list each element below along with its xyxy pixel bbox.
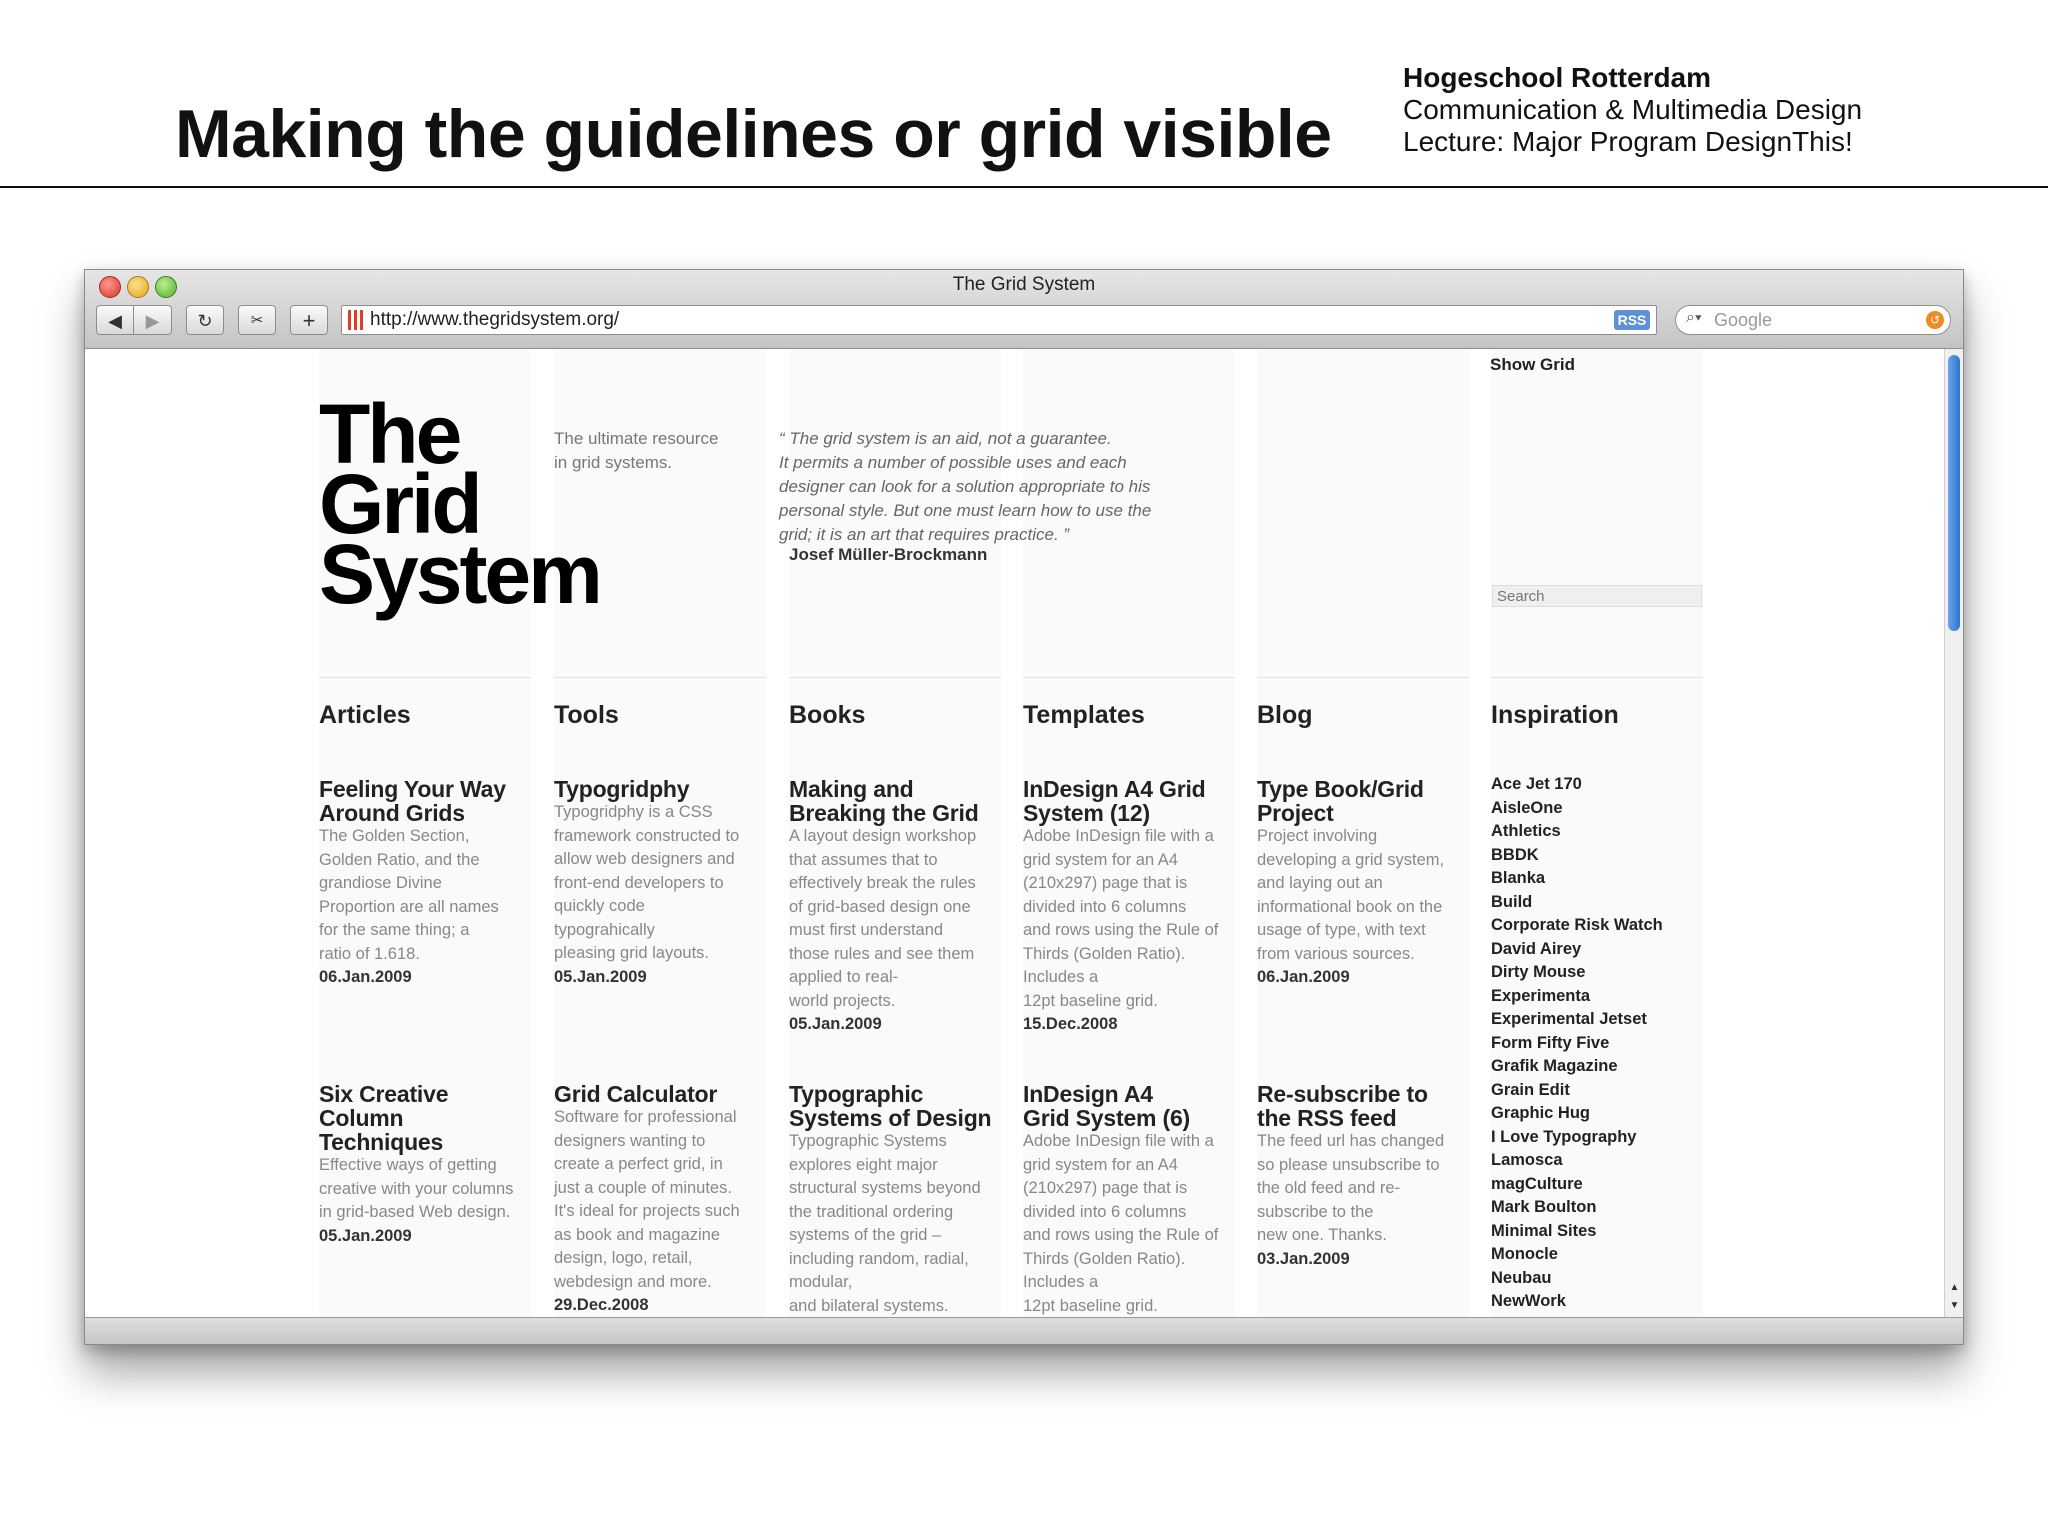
org-block: [1403, 62, 1862, 158]
inspiration-link[interactable]: Neubau: [1491, 1268, 1552, 1287]
column-heading-blog[interactable]: Blog: [1257, 701, 1313, 729]
inspiration-link[interactable]: Mark Boulton: [1491, 1198, 1597, 1216]
inspiration-link[interactable]: Monocle: [1491, 1245, 1558, 1263]
article-title-link[interactable]: Making and Breaking the Grid: [789, 776, 979, 826]
inspiration-link[interactable]: Blanka: [1491, 869, 1546, 887]
rss-button[interactable]: RSS: [1614, 310, 1650, 330]
list-item: [1257, 1082, 1471, 1271]
grid-row-line: [554, 677, 766, 678]
inspiration-link[interactable]: AisleOne: [1491, 798, 1563, 817]
column-heading-articles[interactable]: Articles: [319, 701, 411, 729]
browser-search-field[interactable]: [1675, 305, 1951, 335]
inspiration-link[interactable]: Athletics: [1491, 822, 1561, 840]
article-summary: Typographic Systems explores eight major structural systems beyond the traditional ordering systems of the grid – including random, radial, modular, and bilateral systems.: [789, 1132, 981, 1315]
inspiration-link[interactable]: Minimal Sites: [1491, 1221, 1597, 1240]
inspiration-link[interactable]: magCulture: [1491, 1174, 1583, 1193]
column-heading-books[interactable]: Books: [789, 701, 866, 729]
article-date: 06.Jan.2009: [1257, 968, 1350, 986]
window-title: The Grid System: [952, 274, 1096, 295]
plus-icon: +: [302, 308, 316, 333]
article-title-link[interactable]: Type Book/Grid Project: [1257, 776, 1424, 826]
grid-row-line: [789, 677, 1001, 678]
list-item: [789, 777, 1003, 1037]
magnifier-icon[interactable]: ⌕▾: [1686, 309, 1702, 326]
inspiration-link[interactable]: Graphic Hug: [1491, 1104, 1591, 1122]
browser-window: [84, 269, 1964, 1345]
article-date: 05.Jan.2009: [789, 1015, 882, 1033]
column-heading-tools[interactable]: Tools: [554, 701, 619, 729]
article-summary: Software for professional designers wanting to create a perfect grid, in just a couple of minutes. It's ideal for projects such as book and magazine design, logo, retail, webdesign and more.: [554, 1108, 740, 1291]
article-date: 05.Jan.2009: [319, 1226, 412, 1245]
site-logo[interactable]: The Grid System: [319, 387, 600, 621]
inspiration-link[interactable]: BBDK: [1491, 845, 1539, 864]
list-item: [319, 777, 533, 990]
snapback-icon: ✂: [250, 312, 264, 329]
grid-row-line: [1257, 677, 1469, 678]
article-title-link[interactable]: InDesign A4 Grid System (6): [1023, 1081, 1190, 1131]
inspiration-link[interactable]: Experimental Jetset: [1491, 1010, 1647, 1028]
add-bookmark-button[interactable]: [290, 305, 328, 335]
address-bar[interactable]: [341, 305, 1657, 335]
list-item: [554, 1082, 768, 1317]
snapback-button[interactable]: [238, 305, 276, 335]
inspiration-link[interactable]: Grain Edit: [1491, 1080, 1570, 1099]
article-title-link[interactable]: Typogridphy: [554, 776, 690, 802]
grid-row-line: [1023, 677, 1235, 678]
article-summary: Adobe InDesign file with a grid system for an A4 (210x297) page that is divided into 6 columns and rows using the Rule of Thirds (Golden Ratio). Includes a 12pt baseline grid.: [1023, 1132, 1219, 1315]
scroll-up-arrow-icon[interactable]: ▲: [1949, 1282, 1960, 1293]
list-item: [789, 1082, 1003, 1317]
column-heading-templates[interactable]: Templates: [1023, 701, 1145, 729]
site-favicon-icon: [348, 310, 364, 330]
reload-icon: ↻: [197, 311, 213, 331]
column-heading-inspiration[interactable]: Inspiration: [1491, 701, 1619, 729]
back-arrow-icon: ◀: [108, 311, 122, 331]
slide-title: Making the guidelines or grid visible: [175, 96, 1332, 172]
quote-text: “ The grid system is an aid, not a guarantee. It permits a number of possible uses and each designer can look for a solution appropriate to his personal style. But one must learn how to use the grid; it is an art that requires practice. ”: [779, 429, 1152, 544]
article-summary: Typogridphy is a CSS framework constructed to allow web designers and front-end developers to quickly code typograhically pleasing grid layouts.: [554, 803, 740, 962]
snapback-search-icon[interactable]: ↺: [1926, 311, 1944, 329]
article-date: 29.Dec.2008: [554, 1296, 649, 1314]
page-viewport: [85, 349, 1944, 1317]
back-button[interactable]: [96, 305, 134, 335]
title-divider: [0, 186, 2048, 188]
show-grid-link[interactable]: Show Grid: [1490, 355, 1575, 374]
article-summary: Project involving developing a grid system, and laying out an informational book on the usage of type, with text from various sources.: [1257, 827, 1445, 963]
quote-author: Josef Müller-Brockmann: [789, 545, 988, 564]
article-title-link[interactable]: Feeling Your Way Around Grids: [319, 776, 506, 826]
inspiration-link[interactable]: Corporate Risk Watch: [1491, 916, 1663, 934]
list-item: [1023, 1082, 1237, 1317]
inspiration-link[interactable]: Dirty Mouse: [1491, 963, 1586, 981]
lecture-name: Lecture: Major Program DesignThis!: [1403, 126, 1853, 157]
article-title-link[interactable]: Re-subscribe to the RSS feed: [1257, 1081, 1428, 1131]
inspiration-link[interactable]: Ace Jet 170: [1491, 775, 1582, 793]
org-name: Hogeschool Rotterdam: [1403, 62, 1712, 93]
list-item: [1257, 777, 1471, 990]
page-search-input[interactable]: [1492, 585, 1702, 607]
search-placeholder: Google: [1714, 310, 1773, 330]
reload-button[interactable]: [186, 305, 224, 335]
inspiration-list: [1491, 773, 1663, 1314]
inspiration-link[interactable]: Form Fifty Five: [1491, 1033, 1610, 1052]
article-title-link[interactable]: Grid Calculator: [554, 1081, 718, 1107]
article-date: 15.Dec.2008: [1023, 1015, 1118, 1033]
status-bar: [85, 1317, 1963, 1345]
list-item: [554, 777, 768, 989]
forward-button[interactable]: [134, 305, 172, 335]
article-title-link[interactable]: InDesign A4 Grid System (12): [1023, 776, 1206, 826]
article-date: 06.Jan.2009: [319, 968, 412, 986]
grid-row-line: [1491, 677, 1703, 678]
grid-row-line: [319, 677, 531, 678]
inspiration-link[interactable]: Experimenta: [1491, 986, 1591, 1005]
inspiration-link[interactable]: I Love Typography: [1491, 1127, 1637, 1146]
article-date: 03.Jan.2009: [1257, 1249, 1350, 1268]
inspiration-link[interactable]: Grafik Magazine: [1491, 1057, 1618, 1075]
inspiration-link[interactable]: David Airey: [1491, 939, 1582, 958]
article-date: 05.Jan.2009: [554, 967, 647, 986]
article-summary: The Golden Section, Golden Ratio, and the grandiose Divine Proportion are all names for the same thing; a ratio of 1.618.: [319, 827, 499, 963]
url-text[interactable]: http://www.thegridsystem.org/: [370, 309, 620, 330]
article-summary: Adobe InDesign file with a grid system for an A4 (210x297) page that is divided into 6 columns and rows using the Rule of Thirds (Golden Ratio). Includes a 12pt baseline grid.: [1023, 827, 1219, 1010]
inspiration-link[interactable]: NewWork: [1491, 1292, 1566, 1310]
article-title-link[interactable]: Six Creative Column Techniques: [319, 1081, 449, 1155]
scrollbar-thumb[interactable]: [1948, 355, 1960, 631]
scroll-down-arrow-icon[interactable]: ▼: [1949, 1300, 1960, 1311]
article-summary: Effective ways of getting creative with your columns in grid-based Web design.: [319, 1156, 514, 1221]
article-title-link[interactable]: Typographic Systems of Design: [789, 1081, 992, 1131]
vertical-scrollbar[interactable]: [1944, 349, 1964, 1317]
list-item: [319, 1082, 533, 1248]
site-tagline: The ultimate resource in grid systems.: [554, 429, 719, 472]
list-item: [1023, 777, 1237, 1037]
org-department: Communication & Multimedia Design: [1403, 94, 1863, 125]
browser-toolbar: [85, 270, 1963, 349]
article-summary: A layout design workshop that assumes that to effectively break the rules of grid-based design one must first understand those rules and see them applied to real- world projects.: [789, 827, 977, 1010]
article-summary: The feed url has changed so please unsubscribe to the old feed and re- subscribe to the new one. Thanks.: [1257, 1132, 1445, 1244]
inspiration-link[interactable]: Lamosca: [1491, 1151, 1563, 1169]
inspiration-link[interactable]: Build: [1491, 892, 1533, 911]
forward-arrow-icon: ▶: [145, 311, 160, 331]
